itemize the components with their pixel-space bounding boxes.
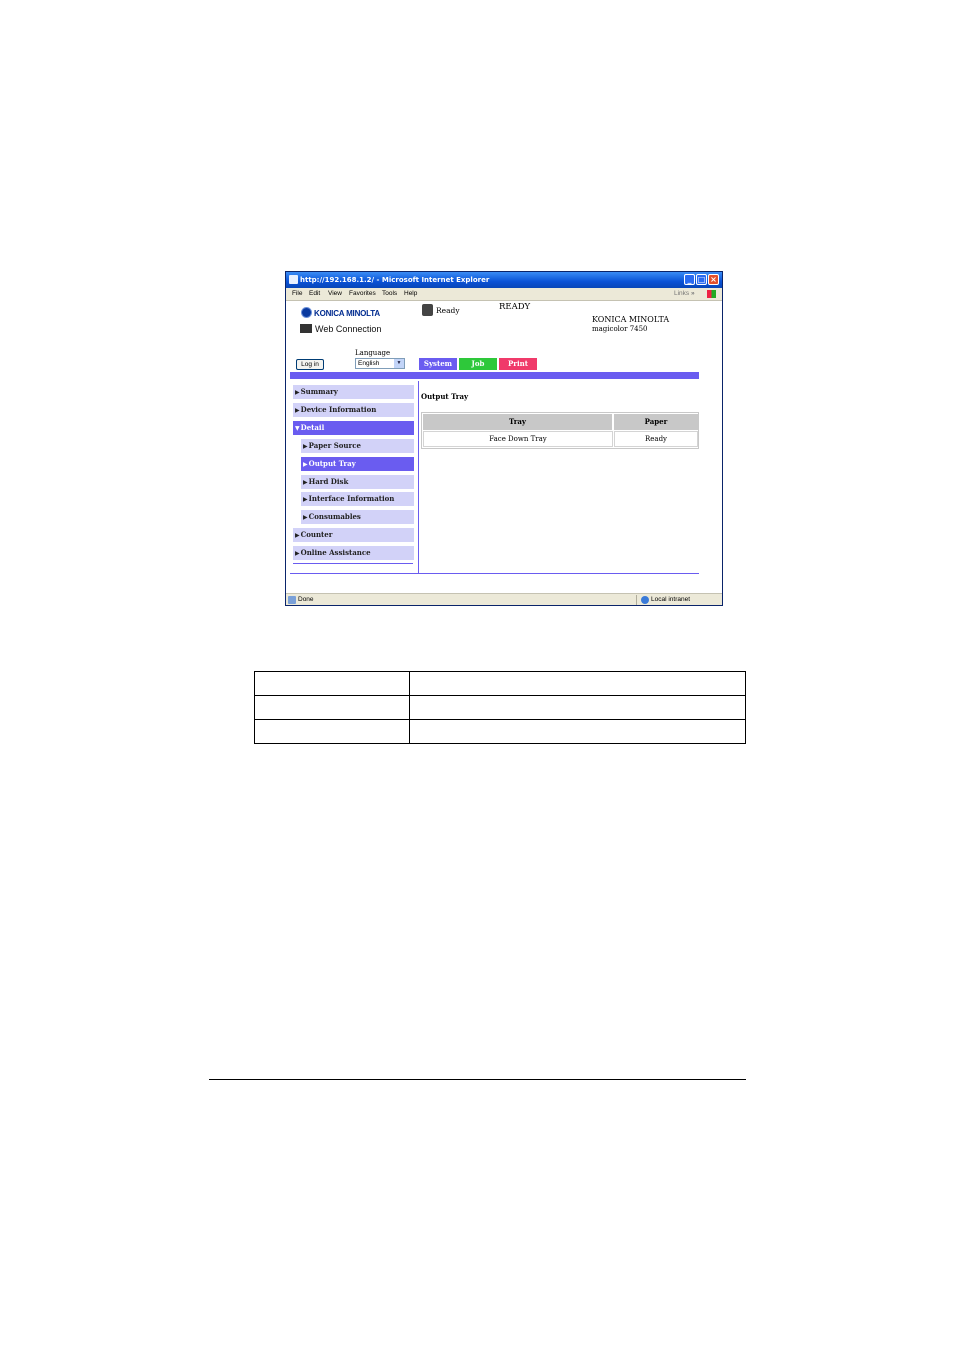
menu-file[interactable]: File <box>292 290 303 297</box>
triangle-right-icon: ▶ <box>303 514 308 521</box>
tab-system[interactable]: System <box>419 358 457 370</box>
windows-logo-icon <box>707 290 716 298</box>
status-text: Done <box>298 596 314 603</box>
table-header-paper: Paper <box>614 414 698 430</box>
table-cell-paper: Ready <box>614 431 698 447</box>
menu-favorites[interactable]: Favorites <box>349 290 376 297</box>
header-divider <box>290 372 699 379</box>
sidebar-item-counter[interactable]: ▶Counter <box>293 528 414 542</box>
triangle-down-icon: ▼ <box>295 425 300 432</box>
table-row-divider <box>255 719 745 720</box>
menu-help[interactable]: Help <box>404 290 418 297</box>
sidebar-item-device-information[interactable]: ▶Device Information <box>293 403 414 417</box>
tab-print[interactable]: Print <box>499 358 537 370</box>
menu-view[interactable]: View <box>328 290 342 297</box>
browser-window <box>285 271 723 606</box>
triangle-right-icon: ▶ <box>295 389 300 396</box>
sidebar-item-output-tray[interactable]: ▶Output Tray <box>301 457 414 471</box>
chevron-down-icon[interactable]: ▼ <box>394 359 404 368</box>
triangle-right-icon: ▶ <box>303 496 308 503</box>
tab-job[interactable]: Job <box>459 358 497 370</box>
triangle-right-icon: ▶ <box>295 550 300 557</box>
links-chevron-icon: » <box>691 290 695 297</box>
table-column-divider <box>409 672 410 743</box>
minimize-button[interactable]: _ <box>684 274 695 285</box>
maximize-button[interactable]: □ <box>697 275 706 284</box>
sidebar-item-detail[interactable]: ▼Detail <box>293 421 414 435</box>
table-row-divider <box>255 695 745 696</box>
pagescope-icon <box>300 324 312 333</box>
status-bar <box>286 593 722 606</box>
triangle-right-icon: ▶ <box>303 443 308 450</box>
title-bar <box>286 272 722 288</box>
page-done-icon <box>288 596 296 604</box>
table-header-tray: Tray <box>423 414 612 430</box>
language-value: English <box>358 360 380 367</box>
printer-status-icon <box>422 304 433 316</box>
intranet-icon <box>641 596 649 604</box>
triangle-right-icon: ▶ <box>303 479 308 486</box>
close-button[interactable]: × <box>708 274 719 285</box>
status-small: Ready <box>436 306 460 315</box>
links-toolbar[interactable] <box>674 288 695 300</box>
table-cell-tray: Face Down Tray <box>423 431 613 447</box>
document-table <box>254 671 746 744</box>
window-title: http://192.168.1.2/ - Microsoft Internet Explorer <box>300 276 490 284</box>
nav-bottom-line <box>293 563 413 564</box>
status-big: READY <box>499 302 531 312</box>
menu-edit[interactable]: Edit <box>309 290 321 297</box>
sidebar-item-hard-disk[interactable]: ▶Hard Disk <box>301 475 414 489</box>
brand-logo-text: KONICA MINOLTA <box>314 309 380 318</box>
language-select[interactable] <box>355 358 405 369</box>
links-label: Links <box>674 290 690 297</box>
sidebar-item-paper-source[interactable]: ▶Paper Source <box>301 439 414 453</box>
column-divider <box>418 381 419 573</box>
device-brand: KONICA MINOLTA <box>592 315 670 324</box>
page-title: Output Tray <box>421 392 469 401</box>
ie-icon <box>289 275 298 284</box>
globe-icon <box>301 307 312 318</box>
output-tray-table <box>421 412 699 449</box>
status-separator <box>636 595 637 605</box>
device-model: magicolor 7450 <box>592 325 648 333</box>
konica-minolta-logo <box>301 307 380 318</box>
triangle-right-icon: ▶ <box>295 407 300 414</box>
menu-tools[interactable]: Tools <box>382 290 398 297</box>
login-button[interactable]: Log in <box>296 359 324 370</box>
product-logo-text: Web Connection <box>315 324 382 334</box>
triangle-right-icon: ▶ <box>303 461 308 468</box>
pagescope-logo <box>300 324 381 334</box>
sidebar-item-interface-information[interactable]: ▶Interface Information <box>301 492 414 506</box>
menu-bar <box>286 288 722 301</box>
language-label: Language <box>355 349 391 357</box>
page-content <box>286 301 722 593</box>
footer-divider <box>290 573 699 574</box>
sidebar-item-online-assistance[interactable]: ▶Online Assistance <box>293 546 414 560</box>
sidebar-item-consumables[interactable]: ▶Consumables <box>301 510 414 524</box>
triangle-right-icon: ▶ <box>295 532 300 539</box>
page-footer-rule <box>209 1079 746 1080</box>
zone-text: Local intranet <box>651 596 691 603</box>
sidebar-item-summary[interactable]: ▶Summary <box>293 385 414 399</box>
